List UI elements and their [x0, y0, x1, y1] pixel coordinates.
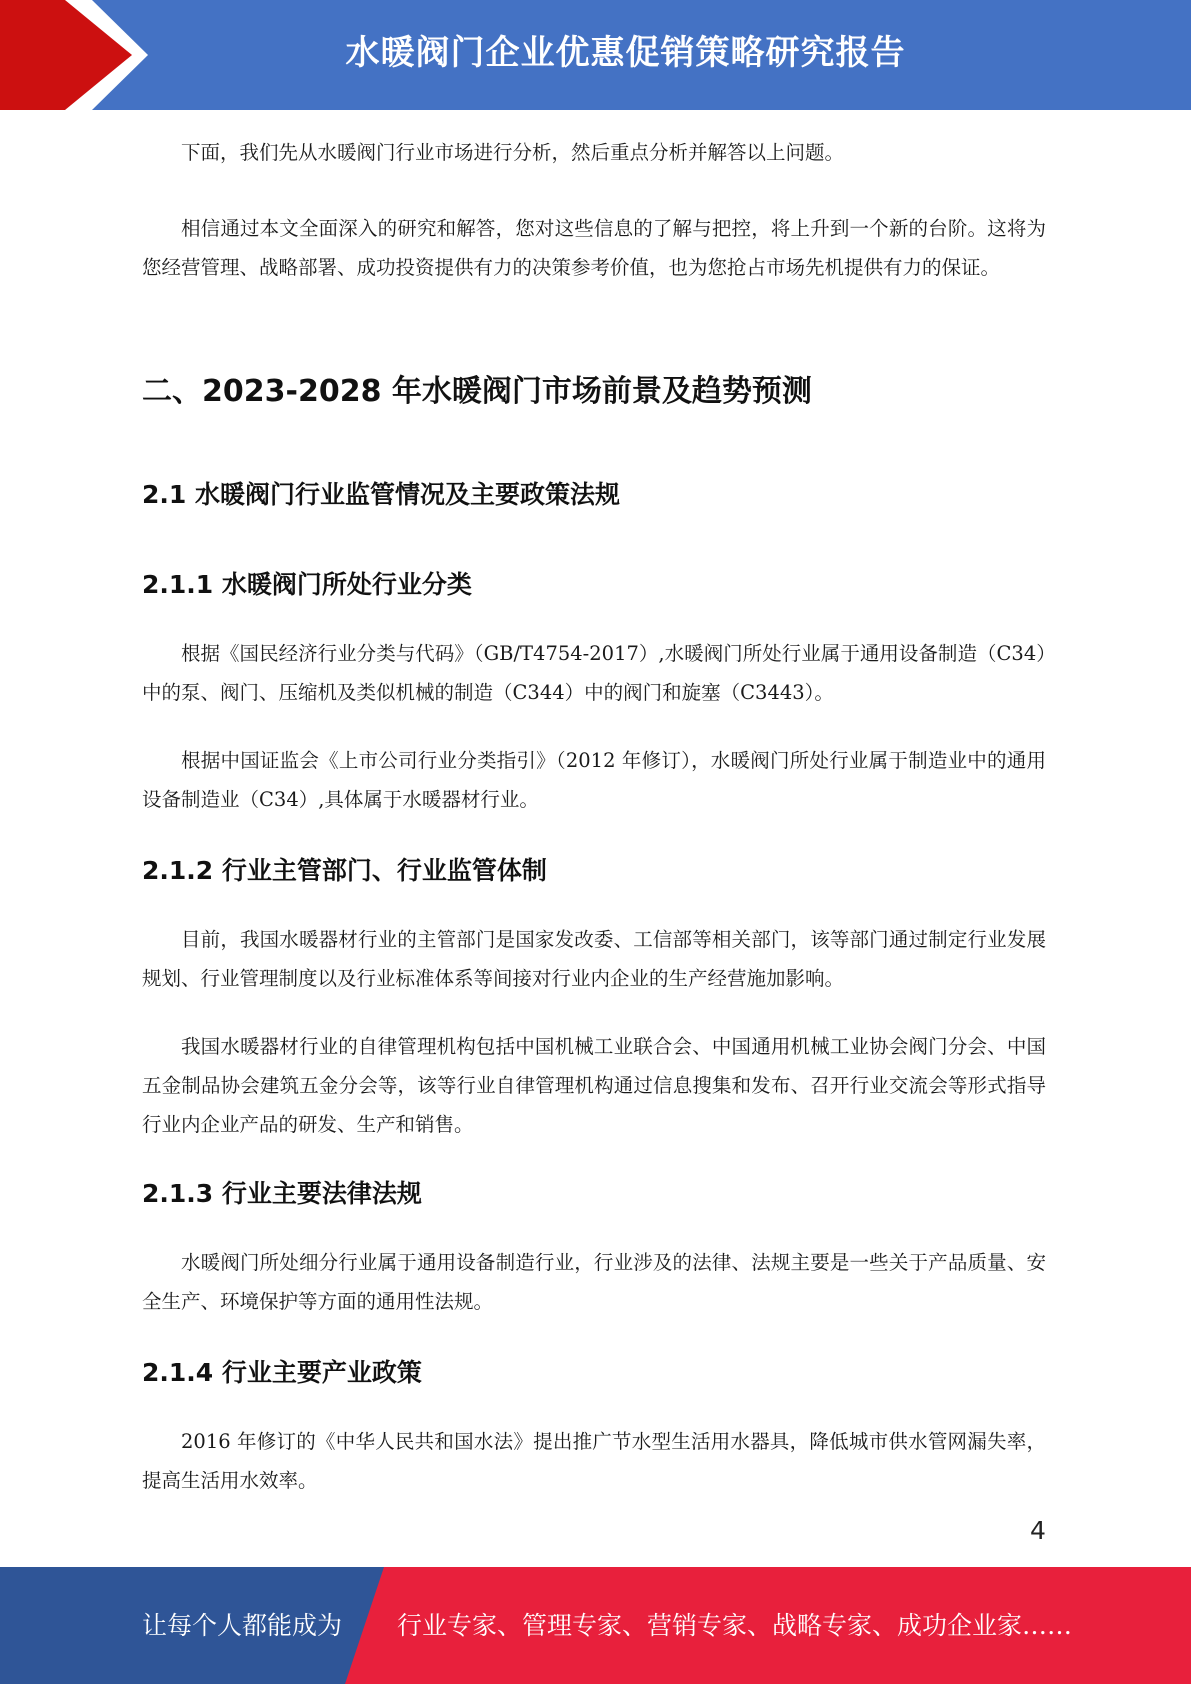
- footer-slogan-right: 行业专家、管理专家、营销专家、战略专家、成功企业家……: [397, 1611, 1073, 1640]
- paragraph-2-1-2-b: 我国水暖器材行业的自律管理机构包括中国机械工业联合会、中国通用机械工业协会阀门分会、中国五金制品协会建筑五金分会等，该等行业自律管理机构通过信息搜集和发布、召开行业交流会等形式指导行业内企业产品的研发、生产和销售。: [142, 1035, 1046, 1136]
- section-heading-2: 二、2023-2028 年水暖阀门市场前景及趋势预测: [142, 374, 812, 409]
- footer-slogan-left: 让每个人都能成为: [142, 1611, 343, 1640]
- paragraph-2-1-3: 水暖阀门所处细分行业属于通用设备制造行业，行业涉及的法律、法规主要是一些关于产品质量、安全生产、环境保护等方面的通用性法规。: [142, 1251, 1046, 1313]
- page-header: [0, 0, 1191, 110]
- paragraph-2-1-2-a: 目前，我国水暖器材行业的主管部门是国家发改委、工信部等相关部门，该等部门通过制定行业发展规划、行业管理制度以及行业标准体系等间接对行业内企业的生产经营施加影响。: [142, 928, 1046, 990]
- page-footer: [0, 1567, 1191, 1684]
- paragraph-2-1-4: 2016 年修订的《中华人民共和国水法》提出推广节水型生活用水器具，降低城市供水管网漏失率，提高生活用水效率。: [142, 1430, 1046, 1492]
- section-heading-2-1-4: 2.1.4 行业主要产业政策: [142, 1358, 422, 1387]
- paragraph-2-1-1-a: 根据《国民经济行业分类与代码》（GB/T4754-2017）,水暖阀门所处行业属于通用设备制造（C34）中的泵、阀门、压缩机及类似机械的制造（C344）中的阀门和旋塞（C3443）。: [142, 642, 1046, 704]
- intro-paragraph-1: 下面，我们先从水暖阀门行业市场进行分析，然后重点分析并解答以上问题。: [181, 141, 845, 164]
- paragraph-2-1-1-b: 根据中国证监会《上市公司行业分类指引》（2012 年修订），水暖阀门所处行业属于制造业中的通用设备制造业（C34）,具体属于水暖器材行业。: [142, 749, 1046, 811]
- section-heading-2-1: 2.1 水暖阀门行业监管情况及主要政策法规: [142, 480, 620, 509]
- page-number: 4: [1030, 1516, 1046, 1545]
- report-title: 水暖阀门企业优惠促销策略研究报告: [345, 33, 906, 73]
- section-heading-2-1-2: 2.1.2 行业主管部门、行业监管体制: [142, 856, 547, 885]
- intro-paragraph-2: 相信通过本文全面深入的研究和解答，您对这些信息的了解与把控，将上升到一个新的台阶。这将为您经营管理、战略部署、成功投资提供有力的决策参考价值，也为您抢占市场先机提供有力的保证。: [142, 217, 1046, 279]
- section-heading-2-1-1: 2.1.1 水暖阀门所处行业分类: [142, 570, 472, 599]
- section-heading-2-1-3: 2.1.3 行业主要法律法规: [142, 1179, 422, 1208]
